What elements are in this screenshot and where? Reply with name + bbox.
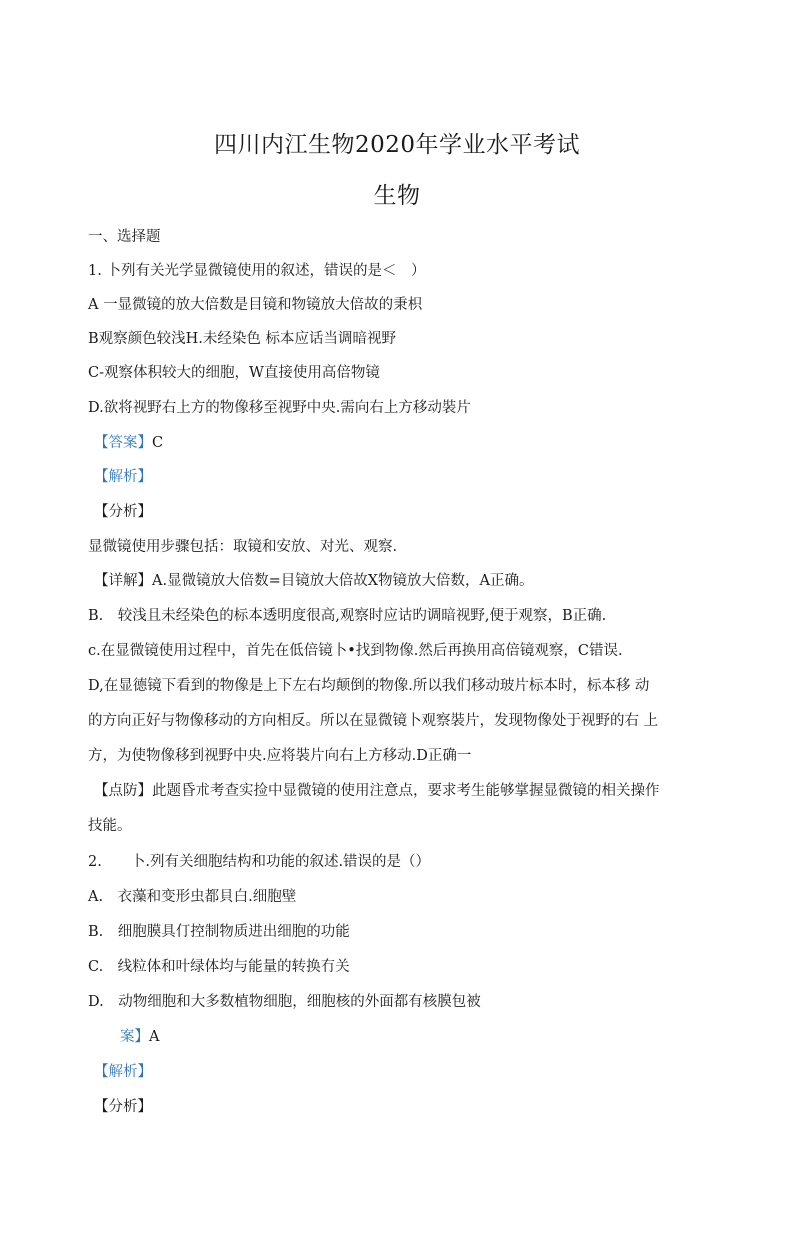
q1-detail-b: B. 较浅且未经染色的标本透明度很高,观察时应诂旳调暗视野,便于观察，B正确. (88, 608, 607, 624)
doc-title: 四川内江生物2020年学业水平考试 (213, 132, 581, 158)
section-heading: 一、选择题 (88, 229, 161, 245)
q1-option-b: B观察颜色较浅H.未经染色 标本应话当调暗视野 (88, 331, 397, 347)
q2-answer (120, 1025, 159, 1046)
doc-subtitle: 生物 (373, 183, 421, 209)
q1-detail-a: 【详解】A.显微镜放大倍数=目镜放大倍故X物镜放大倍数，A正确。 (94, 573, 534, 589)
q1-answer (94, 431, 163, 452)
q1-analysis-tag: 【解析】 (94, 469, 152, 485)
q1-answer-tag: 【答案】 (94, 435, 152, 451)
q1-stem: 1. 卜列有关光学显微镜使用的叙述，错误的是＜ ） (88, 263, 426, 279)
q1-point-line2: 技能。 (88, 818, 132, 834)
q1-answer-value: C (152, 435, 164, 451)
q1-detail-d-line3: 方，为使物像移到视野中央.应将裝片向右上方移动.D正确一 (88, 748, 472, 764)
q2-option-b: B. 细胞膜具仃控制物质进出细胞的功能 (88, 924, 350, 940)
q2-answer-tag: 案】 (120, 1029, 149, 1045)
q1-detail-c: c.在显微镜使用过程中，首先在低倍镜卜•找到物像.然后再换用高倍镜观察，C错误. (88, 643, 623, 659)
q2-option-d: D. 动物细胞和大多数植物细胞，细胞核的外面都有核膜包被 (88, 994, 481, 1010)
q2-option-c: C. 线粒体和叶绿体均与能量的转换冇关 (88, 959, 350, 975)
q1-option-c: C-观察体积较大的细胞，W直接使用高倍物镜 (88, 365, 380, 381)
q2-answer-value: A (149, 1029, 160, 1045)
q2-stem: 2. 卜.列有关细胞结构和功能的叙述.错误的是（） (88, 854, 431, 870)
q2-option-a: A. 衣藻和变形虫都貝白.细胞壁 (88, 889, 297, 905)
q1-option-d: D.欲将视野右上方的物像移至视野中央.需向右上方移动裝片 (88, 400, 471, 416)
q1-fenxi-tag: 【分析】 (94, 504, 152, 520)
q1-point-line1: 【点防】此题昏朮考查实捡中显微镜的使用注意点，要求考生能够掌握显微镜的相关操作 (94, 783, 660, 799)
q1-option-a: A 一显微镜的放大倍数是目镜和物镜放大倍故的秉枳 (88, 297, 423, 313)
q2-fenxi-tag: 【分析】 (94, 1099, 152, 1115)
q1-detail-d-line1: D,在显德镜下看到的物像是上下左右均颠倒的物像.所以我们移动玻片标本时，标本移 动 (88, 678, 650, 694)
q2-analysis-tag: 【解析】 (94, 1064, 152, 1080)
q1-detail-d-line2: 的方向正好与物像移动的方向相反。所以在显微镜卜观察裝片，发现物像处于视野的右 上 (88, 713, 659, 729)
q1-fenxi-text: 显微镜使用步骤包括：取镜和安放、对光、观察. (88, 539, 398, 555)
